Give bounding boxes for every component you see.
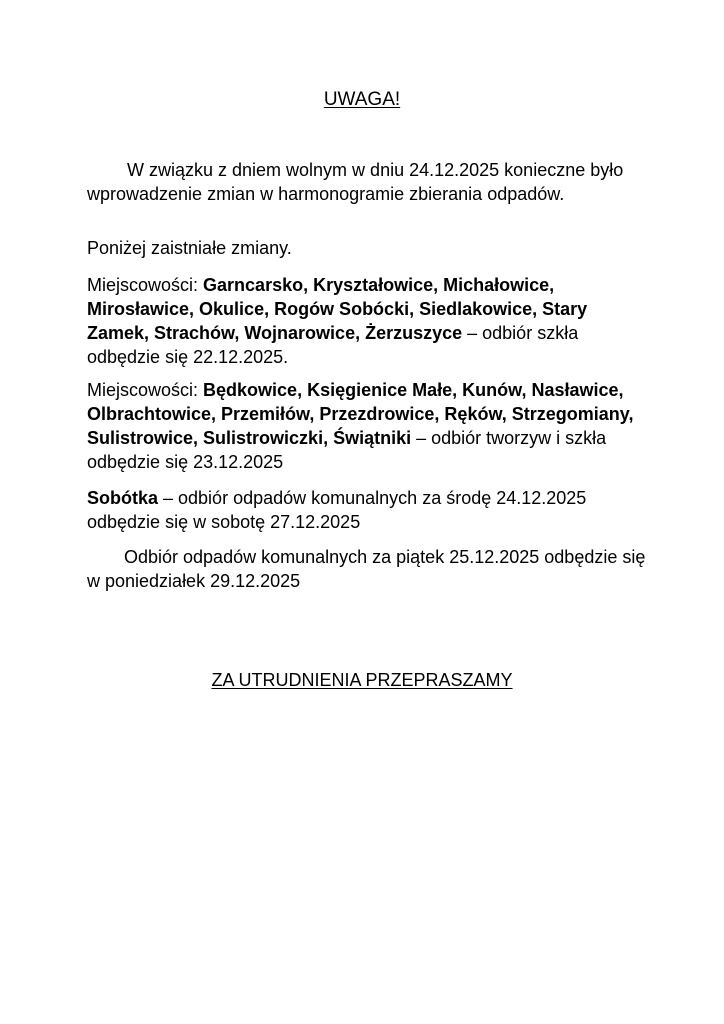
friday-pickup-paragraph [87,545,647,593]
sobotka-pickup-paragraph [87,486,647,534]
friday-pickup-text: Odbiór odpadów komunalnych za piątek 25.12.2025 odbędzie się w poniedziałek 29.12.2025 [87,547,646,591]
sobotka-pickup-suffix: – odbiór odpadów komunalnych za środę 24.12.2025 odbędzie się w sobotę 27.12.2025 [87,488,587,532]
glass-pickup-places: Garncarsko, Kryształowice, Michałowice, Mirosławice, Okulice, Rogów Sobócki, Siedlakowice, Stary Zamek, Strachów, Wojnarowice, Żerzuszyce [87,275,588,343]
intro-text: W związku z dniem wolnym w dniu 24.12.2025 konieczne było wprowadzenie zmian w harmonogramie zbierania odpadów. [87,160,624,204]
glass-pickup-paragraph [87,273,647,369]
glass-pickup-suffix: – odbiór szkła odbędzie się 22.12.2025. [87,323,579,367]
intro-paragraph [87,158,647,206]
glass-pickup-prefix: Miejscowości: [87,275,204,295]
plastic-glass-pickup-suffix: – odbiór tworzyw i szkła odbędzie się 23.12.2025 [87,428,607,472]
plastic-glass-pickup-paragraph [87,378,647,474]
notice-title: UWAGA! [323,89,401,110]
apology-footer: ZA UTRUDNIENIA PRZEPRASZAMY [211,670,513,690]
plastic-glass-pickup-prefix: Miejscowości: [87,380,204,400]
plastic-glass-pickup-places: Będkowice, Księgienice Małe, Kunów, Nasławice, Olbrachtowice, Przemiłów, Przezdrowice, Ręków, Strzegomiany, Sulistrowice, Sulistrowiczki, Świątniki [87,380,634,448]
sobotka-place: Sobótka [87,488,159,508]
changes-intro-paragraph: Poniżej zaistniałe zmiany. [87,238,292,258]
